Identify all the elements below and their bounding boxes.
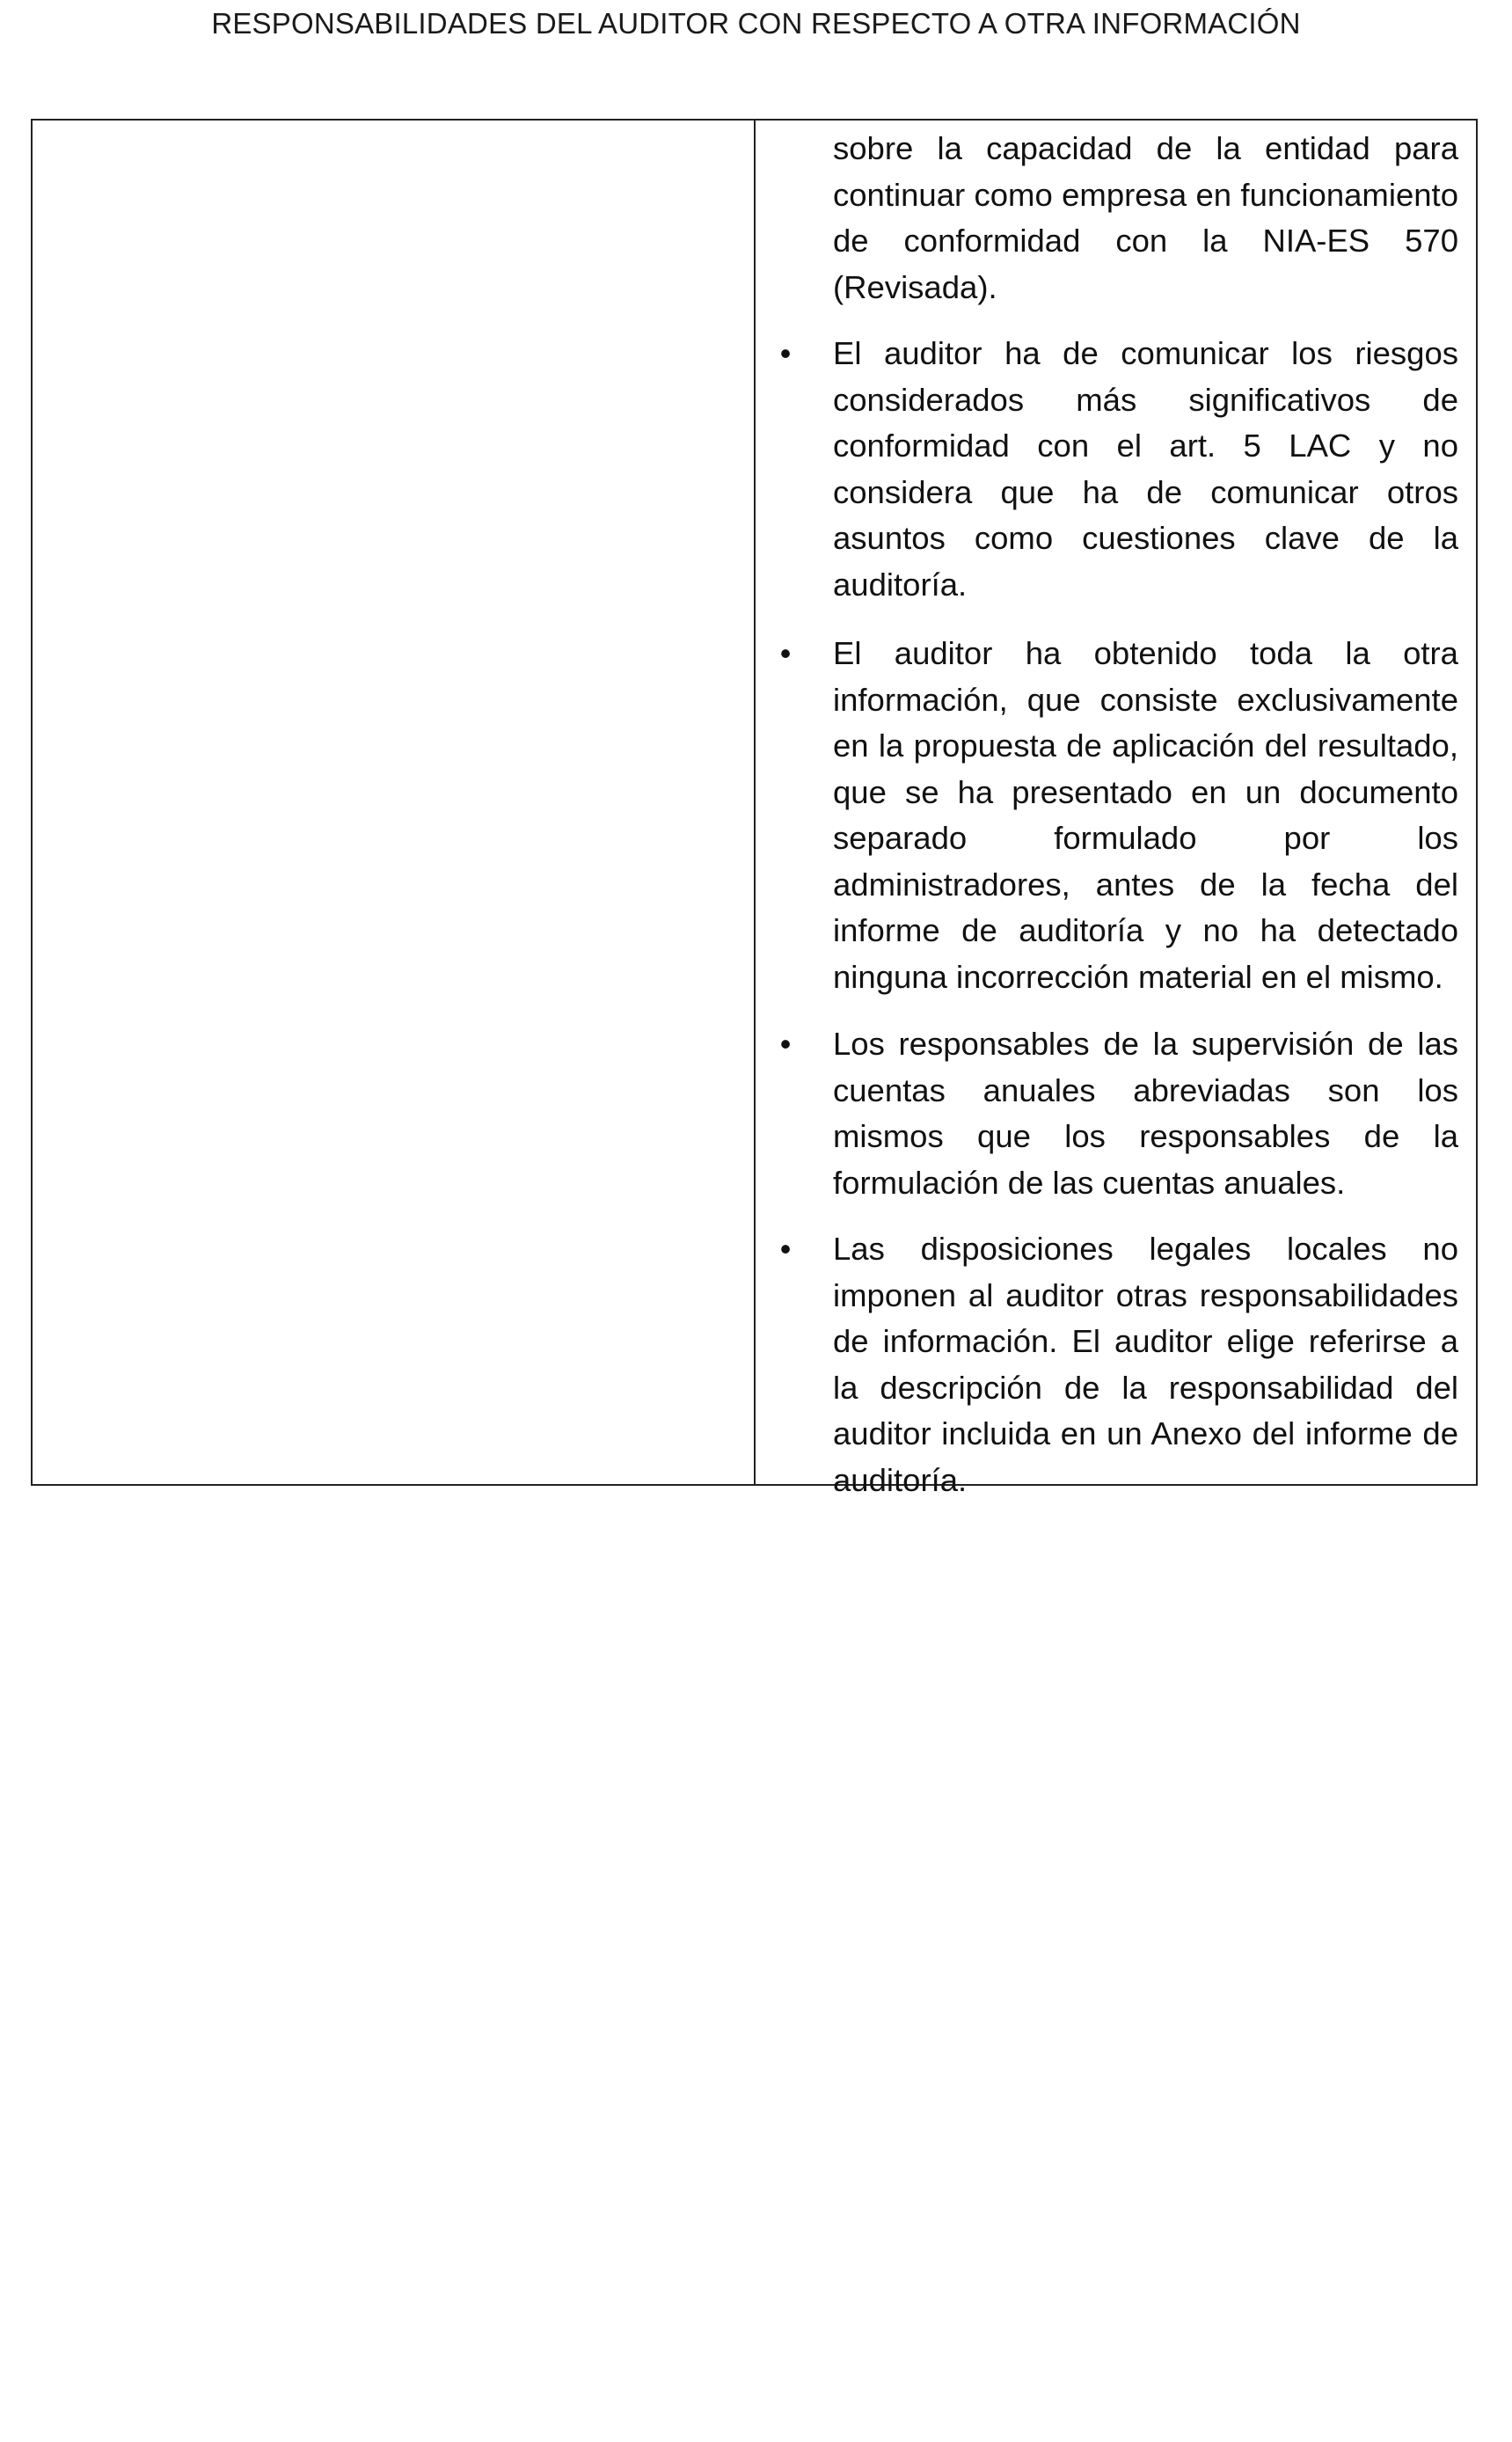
list-item <box>756 1226 1476 1503</box>
table-left-cell <box>33 121 756 1484</box>
list-item-text: El auditor ha de comunicar los riesgos considerados más significativos de conformidad con el art. 5 LAC y no considera que ha de comunicar otros asuntos como cuestiones clave de la auditoría. <box>833 335 1458 603</box>
list-item-text: Las disposiciones legales locales no imponen al auditor otras responsabilidades de información. El auditor elige referirse a la descripción de la responsabilidad del auditor incluida en un Anexo del informe de auditoría. <box>833 1231 1458 1498</box>
page-header: RESPONSABILIDADES DEL AUDITOR CON RESPECTO A OTRA INFORMACIÓN <box>211 7 1301 40</box>
bullet-icon: • <box>779 1231 792 1267</box>
bullet-icon: • <box>779 635 792 671</box>
list-item <box>756 1021 1476 1206</box>
list-item-text: Los responsables de la supervisión de las cuentas anuales abreviadas son los mismos que los responsables de la formulación de las cuentas anuales. <box>833 1026 1458 1201</box>
bullet-icon: • <box>779 1026 792 1062</box>
list-item <box>756 631 1476 1000</box>
bullet-icon: • <box>779 335 792 371</box>
continuation-paragraph <box>756 126 1476 311</box>
document-table <box>31 119 1478 1498</box>
continuation-text: sobre la capacidad de la entidad para continuar como empresa en funcionamiento de conformidad con la NIA-ES 570 (Revisada). <box>833 130 1458 305</box>
table-right-cell <box>756 121 1476 1498</box>
list-item-text: El auditor ha obtenido toda la otra información, que consiste exclusivamente en la propuesta de aplicación del resultado, que se ha presentado en un documento separado formulado por los administradores, antes de la fecha del informe de auditoría y no ha detectado ninguna incorrección material en el mismo. <box>833 635 1458 995</box>
list-item <box>756 331 1476 608</box>
